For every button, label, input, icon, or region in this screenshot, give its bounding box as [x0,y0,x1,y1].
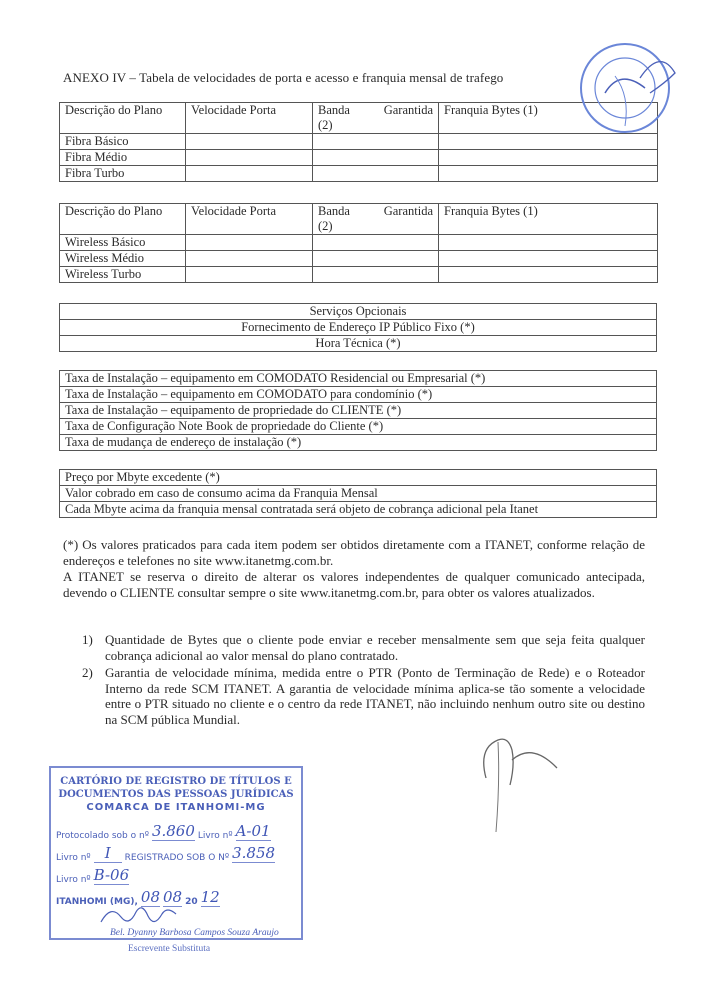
list-item: Taxa de Instalação – equipamento em COMODATO Residencial ou Empresarial (*) [60,371,657,387]
list-item: Cada Mbyte acima da franquia mensal contratada será objeto de cobrança adicional pela Itanet [60,502,657,518]
table-row: Fibra Básico [60,134,658,150]
header-garantida: Garantida [383,103,433,117]
precos-table [59,469,657,518]
header-descricao: Descrição do Plano [60,103,186,134]
header-velocidade: Velocidade Porta [186,103,313,134]
header-banda: Banda (2) [318,103,350,132]
footnotes [82,632,645,729]
table-row: Wireless Médio [60,251,658,267]
note-alteracao: A ITANET se reserva o direito de alterar os valores independentes de qualquer comunicado antecipada, devendo o CLIENTE consultar sempre o site www.itanetmg.com.br, para obter os valores atualizados. [63,569,645,600]
table-row: Wireless Básico [60,235,658,251]
list-item: Taxa de Instalação – equipamento em COMODATO para condomínio (*) [60,387,657,403]
registry-stamp: CARTÓRIO DE REGISTRO DE TÍTULOS E DOCUMENTOS DAS PESSOAS JURÍDICAS COMARCA DE ITANHOMI-MG Protocolado sob o nº 3.860 Livro nº A-01 Livro nº I REGISTRADO SOB O Nº 3.858 Livro nº B-06 ITANHOMI (MG), 08 08 20 12 [49,766,303,940]
list-item: Preço por Mbyte excedente (*) [60,470,657,486]
signer-name: Bel. Dyanny Barbosa Campos Souza Araujo [110,928,279,938]
table-row: Fibra Médio [60,150,658,166]
list-item: Valor cobrado em caso de consumo acima da Franquia Mensal [60,486,657,502]
wireless-table [59,203,658,283]
servicos-title: Serviços Opcionais [60,304,657,320]
servicos-table [59,303,657,352]
header-descricao: Descrição do Plano [60,204,186,235]
header-banda: Banda (2) [318,204,350,233]
header-franquia: Franquia Bytes (1) [439,103,658,134]
list-item: Taxa de Instalação – equipamento de propriedade do CLIENTE (*) [60,403,657,419]
list-item: Hora Técnica (*) [60,336,657,352]
list-item: 2) Garantia de velocidade mínima, medida entre o PTR (Ponto de Terminação de Rede) e o Roteador Interno da rede SCM ITANET. A garantia de velocidade mínima aplica-se tão somente a velocidade entre o PTR situado no cliente e o centro da rede ITANET, não incluindo nenhum outro site ou destino na SCM pública Mundial. [82,665,645,727]
list-item: Fornecimento de Endereço IP Público Fixo (*) [60,320,657,336]
list-item: 1) Quantidade de Bytes que o cliente pode enviar e receber mensalmente sem que seja feita qualquer cobrança adicional ao valor mensal do plano contratado. [82,632,645,663]
table-row: Fibra Turbo [60,166,658,182]
notary-seal-icon [565,38,685,148]
header-garantida: Garantida [383,204,433,218]
header-franquia: Franquia Bytes (1) [439,204,658,235]
signer-role: Escrevente Substituta [128,944,211,954]
taxas-table [59,370,657,451]
list-item: Taxa de mudança de endereço de instalação (*) [60,435,657,451]
note-valores: (*) Os valores praticados para cada item podem ser obtidos diretamente com a ITANET, conforme relação de endereços e telefones no site www.itanetmg.com.br. [63,537,645,568]
list-item: Taxa de Configuração Note Book de propriedade do Cliente (*) [60,419,657,435]
table-row: Wireless Turbo [60,267,658,283]
page-title: ANEXO IV – Tabela de velocidades de porta e acesso e franquia mensal de trafego [63,70,504,85]
header-velocidade: Velocidade Porta [186,204,313,235]
signature-icon [468,730,588,840]
